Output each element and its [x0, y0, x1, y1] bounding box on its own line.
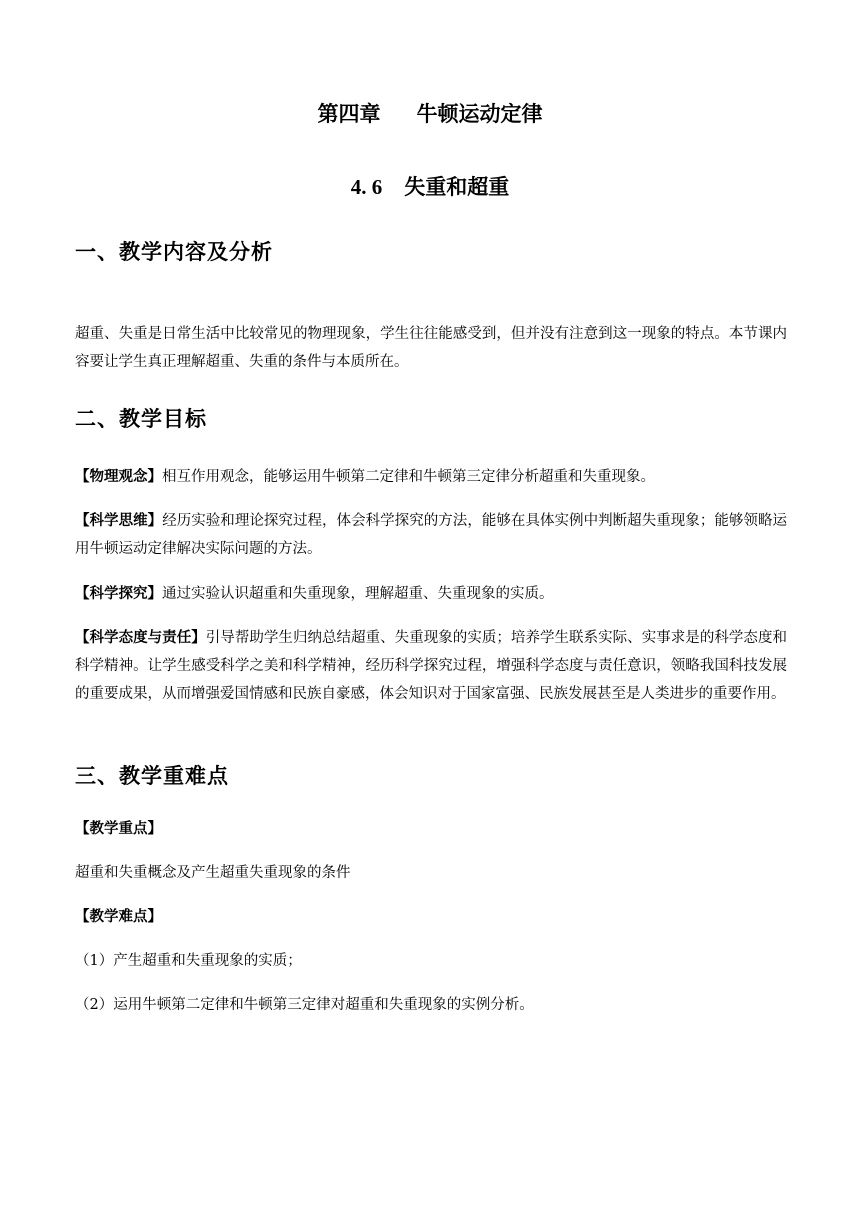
key-point-text: 超重和失重概念及产生超重失重现象的条件	[75, 865, 351, 881]
goal-text: 通过实验认识超重和失重现象，理解超重、失重现象的实质。	[162, 586, 554, 602]
goal-scientific-thinking	[75, 507, 787, 563]
goal-tag: 【科学思维】	[75, 513, 163, 529]
goal-text: 经历实验和理论探究过程，体会科学探究的方法，能够在具体实例中判断超失重现象；能够领略运用牛顿运动定律解决实际问题的方法。	[75, 513, 787, 557]
chapter-title	[0, 100, 860, 128]
heading-content-analysis: 一、教学内容及分析	[75, 240, 273, 264]
difficult-point-item: （1）产生超重和失重现象的实质；	[75, 953, 302, 969]
goal-scientific-inquiry	[75, 580, 787, 608]
difficult-point-item: （2）运用牛顿第二定律和牛顿第三定律对超重和失重现象的实例分析。	[75, 997, 534, 1013]
goal-tag: 【物理观念】	[75, 469, 162, 485]
goal-text: 相互作用观念，能够运用牛顿第二定律和牛顿第三定律分析超重和失重现象。	[162, 469, 655, 485]
goal-attitude-responsibility	[75, 624, 787, 708]
goal-text: 引导帮助学生归纳总结超重、失重现象的实质；培养学生联系实际、实事求是的科学态度和科学精神。让学生感受科学之美和科学精神，经历科学探究过程，增强科学态度与责任意识，领略我国科技发展的重要成果，从而增强爱国情感和民族自豪感，体会知识对于国家富强、民族发展甚至是人类进步的重要作用。	[75, 630, 787, 702]
heading-teaching-goals: 二、教学目标	[75, 407, 207, 431]
heading-key-difficult-points: 三、教学重难点	[75, 764, 229, 788]
goal-tag: 【科学探究】	[75, 586, 162, 602]
section-number: 4. 6	[350, 175, 383, 199]
difficult-point-label: 【教学难点】	[75, 909, 162, 925]
content-analysis-paragraph: 超重、失重是日常生活中比较常见的物理现象，学生往往能感受到，但并没有注意到这一现象的特点。本节课内容要让学生真正理解超重、失重的条件与本质所在。	[75, 326, 787, 370]
goal-physics-concept	[75, 463, 787, 491]
section-name: 失重和超重	[404, 174, 510, 199]
key-point-label: 【教学重点】	[75, 821, 162, 837]
chapter-name: 牛顿运动定律	[416, 102, 543, 126]
chapter-label: 第四章	[317, 102, 381, 126]
goal-tag: 【科学态度与责任】	[75, 630, 206, 646]
section-title	[0, 173, 860, 201]
